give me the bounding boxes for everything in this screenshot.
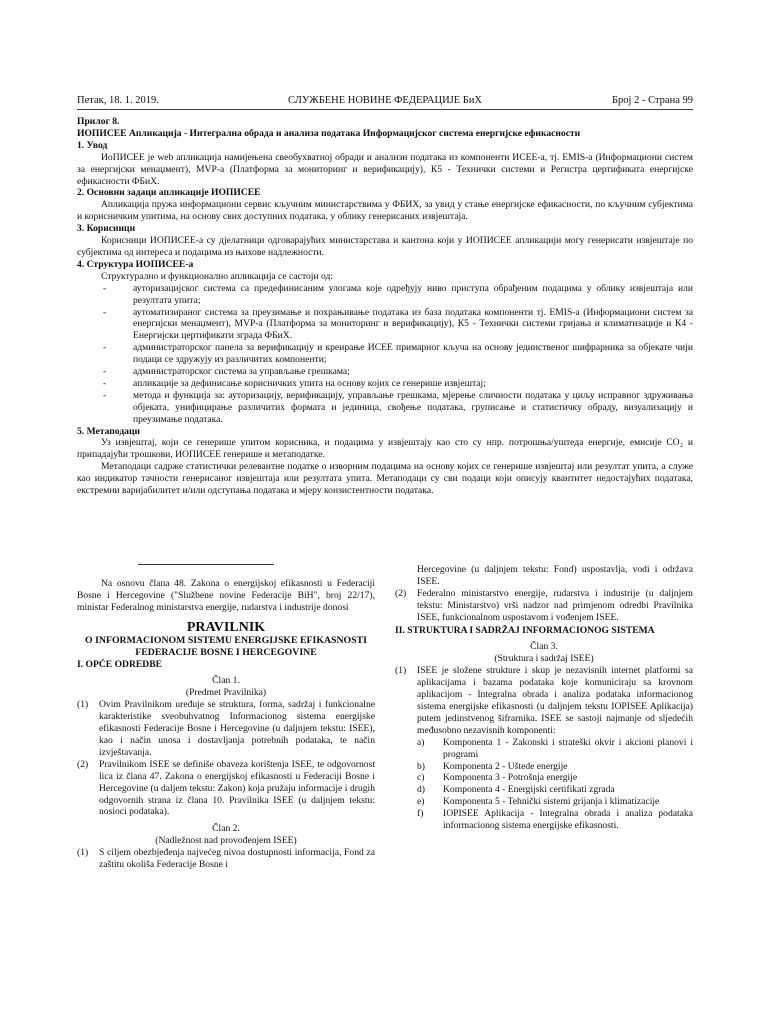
- article-2-paragraph-1: (1) S ciljem obezbjeđenja najvećeg nivoa dostupnosti informacija, Fond za zaštitu okoliša Federacije Bosne i: [77, 847, 375, 871]
- article-3-paragraph-1: (1) ISEE je složene strukture i skup je nezavisnih internet platformi sa aplikacijama i bazama podataka koje komuniciraju sa krovnom aplikacijom - Integralna obrada i analiza podataka informacionog sistema energijske efikasnosti (u daljnjem tekstu IOPISEE Aplikacija) putem jedinstvenog šifrarnika. ISEE se sastoji najmanje od sljedećih međusobno nezavisnih komponenti:: [395, 665, 693, 736]
- article-3-number: Član 3.: [530, 641, 558, 653]
- list-item: - апликације за дефинисање корисничких упита на основу којих се генерише извјештај;: [77, 378, 693, 390]
- left-column: [77, 578, 375, 871]
- document-title: PRAVILNIK: [186, 619, 266, 635]
- component-item: b) Komponenta 2 - Uštede energije: [417, 760, 568, 772]
- preamble: Na osnovu člana 48. Zakona o energijskoj efikasnosti u Federaciji Bosne i Hercegovine ("Službene novine Federacije BiH", broj 22/17), ministar Federalnog ministarstva energije, rudarstva i industrije donosi: [77, 578, 375, 613]
- paragraph-marker: (1): [395, 665, 407, 677]
- component-item: a) Komponenta 1 - Zakonski i strateški okvir i akcioni planovi i programi: [417, 736, 693, 760]
- right-column: [395, 564, 693, 832]
- section-1-text: ИоПИСЕЕ је web апликација намијењена свеобухватној обради и анализи података из компоненти ИСЕЕ-а, тј. EMIS-а (Информациони систем за енергијски менаџмент), MVP-а (Платформа за мониторинг и верификацију), К5 - Технички системи и Регистра цертификата енергијске ефикасности ФБиХ.: [77, 151, 693, 187]
- component-item: c) Komponenta 3 - Potrošnja energije: [417, 772, 578, 784]
- annex-section: [77, 116, 693, 497]
- document-subtitle: O INFORMACIONOM SISTEMU ENERGIJSKE EFIKASNOSTI FEDERACIJE BOSNE I HERCEGOVINE: [85, 634, 367, 658]
- part-2-heading: II. STRUKTURA I SADRŽAJ INFORMACIONOG SISTEMA: [395, 624, 655, 636]
- component-item: d) Komponenta 4 - Energijski certifikati zgrada: [417, 784, 615, 796]
- article-2-paragraph-1-continued: Hercegovine (u daljnjem tekstu: Fond) uspostavlja, vodi i održava ISEE.: [417, 564, 693, 587]
- article-3-title: (Struktura i sadržaj ISEE): [494, 653, 594, 665]
- section-divider: [138, 564, 274, 565]
- paragraph-marker: (1): [77, 847, 89, 859]
- article-2-title: (Nadležnost nad provođenjem ISEE): [155, 835, 297, 847]
- paragraph-marker: (2): [395, 587, 407, 599]
- structure-list: [77, 283, 693, 426]
- section-4-intro: Структурално и функционално апликација се састоји од:: [101, 270, 334, 282]
- section-5-paragraph-1: Уз извјештај, који се генерише упитом корисника, и подацима у извјештају као сто су нпр. потрошња/уштеда енергије, емисије CO₂ и припадајући трошкови, ИОПИСЕЕ генерише и метаподатке.: [77, 437, 693, 461]
- article-2-paragraph-2: (2) Federalno ministarstvo energije, rudarstva i industrije (u daljnjem tekstu: Ministarstvo) vrši nadzor nad primjenom odredbi Pravilnika ISEE, funkcionalnom uspostavom i vođenjem ISEE.: [395, 587, 693, 623]
- section-3-text: Корисници ИОПИСЕЕ-а су дјелатници одговарајућих министарстава и кантона који у ИОПИСЕЕ апликацији могу генерисати извјештаје по субјектима од интереса и подацима из њихове надлежности.: [77, 235, 693, 258]
- list-item: - администраторског панела за верификацију и креирање ИСЕЕ примарног кључа на основу јединственог шифрарника за објекате чији подаци се здружују из различитих компоненти;: [77, 342, 693, 366]
- section-3-heading: 3. Корисници: [77, 223, 136, 235]
- article-2-number: Član 2.: [212, 823, 240, 835]
- article-1-paragraph-2: (2) Pravilnikom ISEE se definiše obaveza korištenja ISEE, te odgovornost lica iz člana 47. Zakona o energijskoj efikasnosti u Federaciji Bosne i Hercegovine (u daljem tekstu: Zakon) koja pružaju informacije i drugih odgovornih strana iz člana 10. Pravilnika ISEE (u daljnjem tekstu: nosioci podataka).: [77, 758, 375, 818]
- article-1-number: Član 1.: [212, 675, 240, 687]
- section-2-heading: 2. Основни задаци апликације ИОПИСЕЕ: [77, 187, 261, 199]
- section-1-heading: 1. Увод: [77, 139, 108, 151]
- list-item: - администраторског система за управљање грешкама;: [77, 366, 693, 378]
- component-item: e) Komponenta 5 - Tehnički sistemi grijanja i klimatizacije: [417, 796, 660, 808]
- paragraph-marker: (2): [77, 758, 89, 770]
- header-page-number: Број 2 - Страна 99: [612, 95, 693, 106]
- list-item: - ауторизацијског система са предефинисаним улогама које одређују ниво приступа обрађеним подацима у облику извјештаја или резултата упита;: [77, 283, 693, 307]
- section-2-text: Апликација пружа информациони сервис кључним министарствима у ФБИХ, за увид у стање енергијске ефикасности, по кључним субјектима и корисничким упитима, на основу свих доступних података, у облику генерисаних извјештаја.: [77, 199, 693, 223]
- page-header: [77, 95, 693, 110]
- header-date: Петак, 18. 1. 2019.: [77, 95, 159, 106]
- article-1-title: (Predmet Pravilnika): [185, 687, 267, 699]
- component-item: f) IOPISEE Aplikacija - Integralna obrada i analiza podataka informacionog sistema energijske efikasnosti.: [417, 808, 693, 832]
- part-1-heading: I. OPĆE ODREDBE: [77, 658, 163, 670]
- article-1-paragraph-1: (1) Ovim Pravilnikom uređuje se struktura, forma, sadržaj i funkcionalne karakteristike sveobuhvatnog Informacionog sistema energijske efikasnosti Federacije Bosne i Hercegovine (u daljnjem tekstu: ISEE), kao i način unosa i dostavljanja potrebnih podataka, te način izvještavanja.: [77, 699, 375, 758]
- list-item: - метода и функција за: ауторизацију, верификацију, управљање грешкама, мјерење сличности података у циљу исправног здруживања објеката, унифицирање различитих формата и јединица, свођење података, груписање и статистичку обраду, визуализацију и преузимање података.: [77, 390, 693, 426]
- header-publication: СЛУЖБЕНЕ НОВИНЕ ФЕДЕРАЦИЈЕ БиХ: [287, 95, 483, 106]
- section-4-heading: 4. Структура ИОПИСЕЕ-а: [77, 258, 194, 270]
- section-5-heading: 5. Метаподаци: [77, 425, 141, 437]
- annex-label: Прилог 8.: [77, 116, 120, 127]
- paragraph-marker: (1): [77, 699, 89, 711]
- section-5-paragraph-2: Метаподаци садрже статистички релевантне податке о изворним подацима на основу којих се генерише извјештај или резултат упита, а служе као индикатор тачности генерисаног извјештаја или резултата упита. Метаподаци су сви подаци који описују квантитет недостајућих података, екстремни варијабилитет и/или одступања података и мјеру конзистентности података.: [77, 461, 693, 497]
- annex-title: ИОПИСЕЕ Апликација - Интегрална обрада и анализа података Информацијског система енергијске ефикасности: [77, 127, 581, 139]
- list-item: - аутоматизираног система за преузимање и похрањивање података из база података компоненти тј. EMIS-а (Информациони систем за енергијски менаџмент), MVP-а (Платформа за мониторинг и верификацију), К5 - Технички системи гријања и климатизације и К4 - Енергијски цертификати зграда ФБиХ.: [77, 307, 693, 343]
